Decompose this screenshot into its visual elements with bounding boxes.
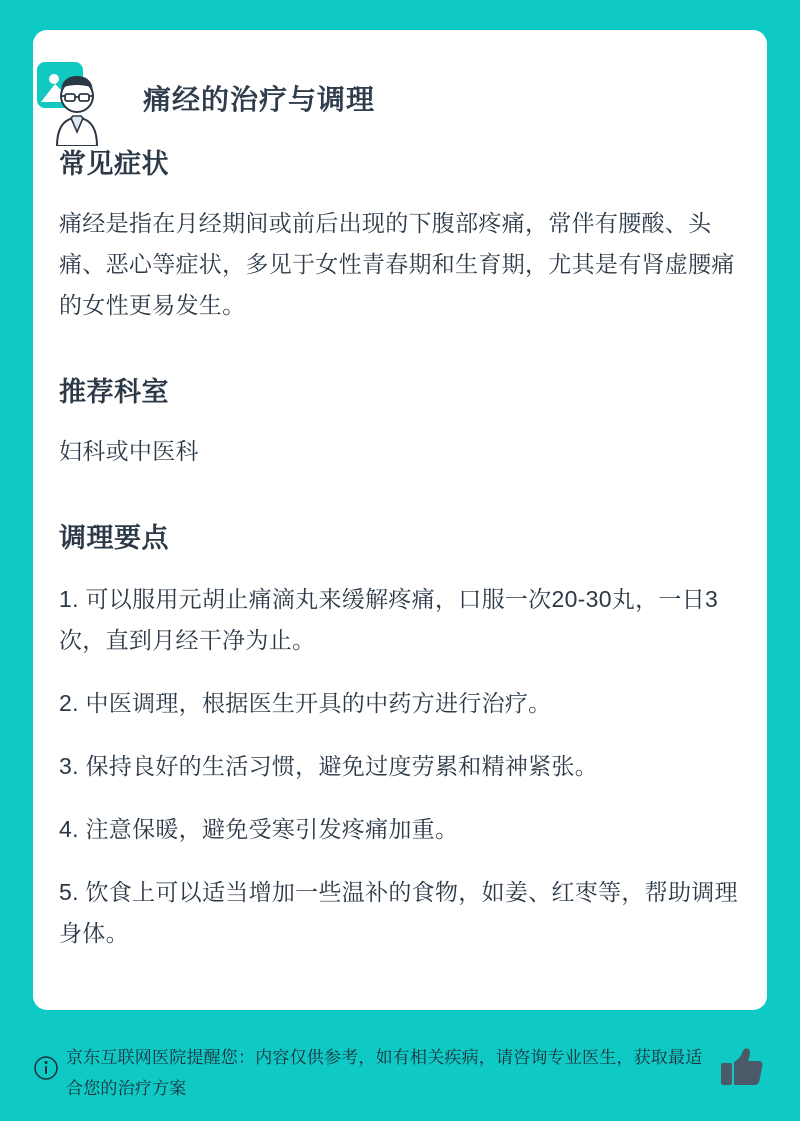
content-card xyxy=(33,30,767,1010)
section-text-symptoms: 痛经是指在月经期间或前后出现的下腹部疼痛，常伴有腰酸、头痛、恶心等症状，多见于女性青春期和生育期，尤其是有肾虚腰痛的女性更易发生。 xyxy=(59,210,735,318)
info-circle-icon xyxy=(33,1055,59,1081)
doctor-avatar-icon xyxy=(37,62,115,146)
section-heading-symptoms: 常见症状 xyxy=(59,149,169,179)
thumbs-up-icon[interactable] xyxy=(718,1044,764,1090)
list-item: 1. 可以服用元胡止痛滴丸来缓解疼痛，口服一次20-30丸，一日3次，直到月经干净为止。 xyxy=(59,586,719,653)
section-text-department: 妇科或中医科 xyxy=(59,438,199,464)
list-item: 4. 注意保暖，避免受寒引发疼痛加重。 xyxy=(59,816,459,842)
footer-disclaimer: 京东互联网医院提醒您：内容仅供参考，如有相关疾病，请咨询专业医生，获取最适合您的治疗方案 xyxy=(66,1048,703,1098)
section-heading-care-points: 调理要点 xyxy=(59,523,169,553)
page-title: 痛经的治疗与调理 xyxy=(143,84,376,115)
section-heading-department: 推荐科室 xyxy=(59,377,169,407)
list-item: 2. 中医调理，根据医生开具的中药方进行治疗。 xyxy=(59,690,552,716)
list-item: 5. 饮食上可以适当增加一些温补的食物，如姜、红枣等，帮助调理身体。 xyxy=(59,879,738,946)
article-content xyxy=(59,142,741,954)
list-item: 3. 保持良好的生活习惯，避免过度劳累和精神紧张。 xyxy=(59,753,599,779)
care-points-list xyxy=(59,579,741,954)
footer-bar xyxy=(0,1022,800,1121)
